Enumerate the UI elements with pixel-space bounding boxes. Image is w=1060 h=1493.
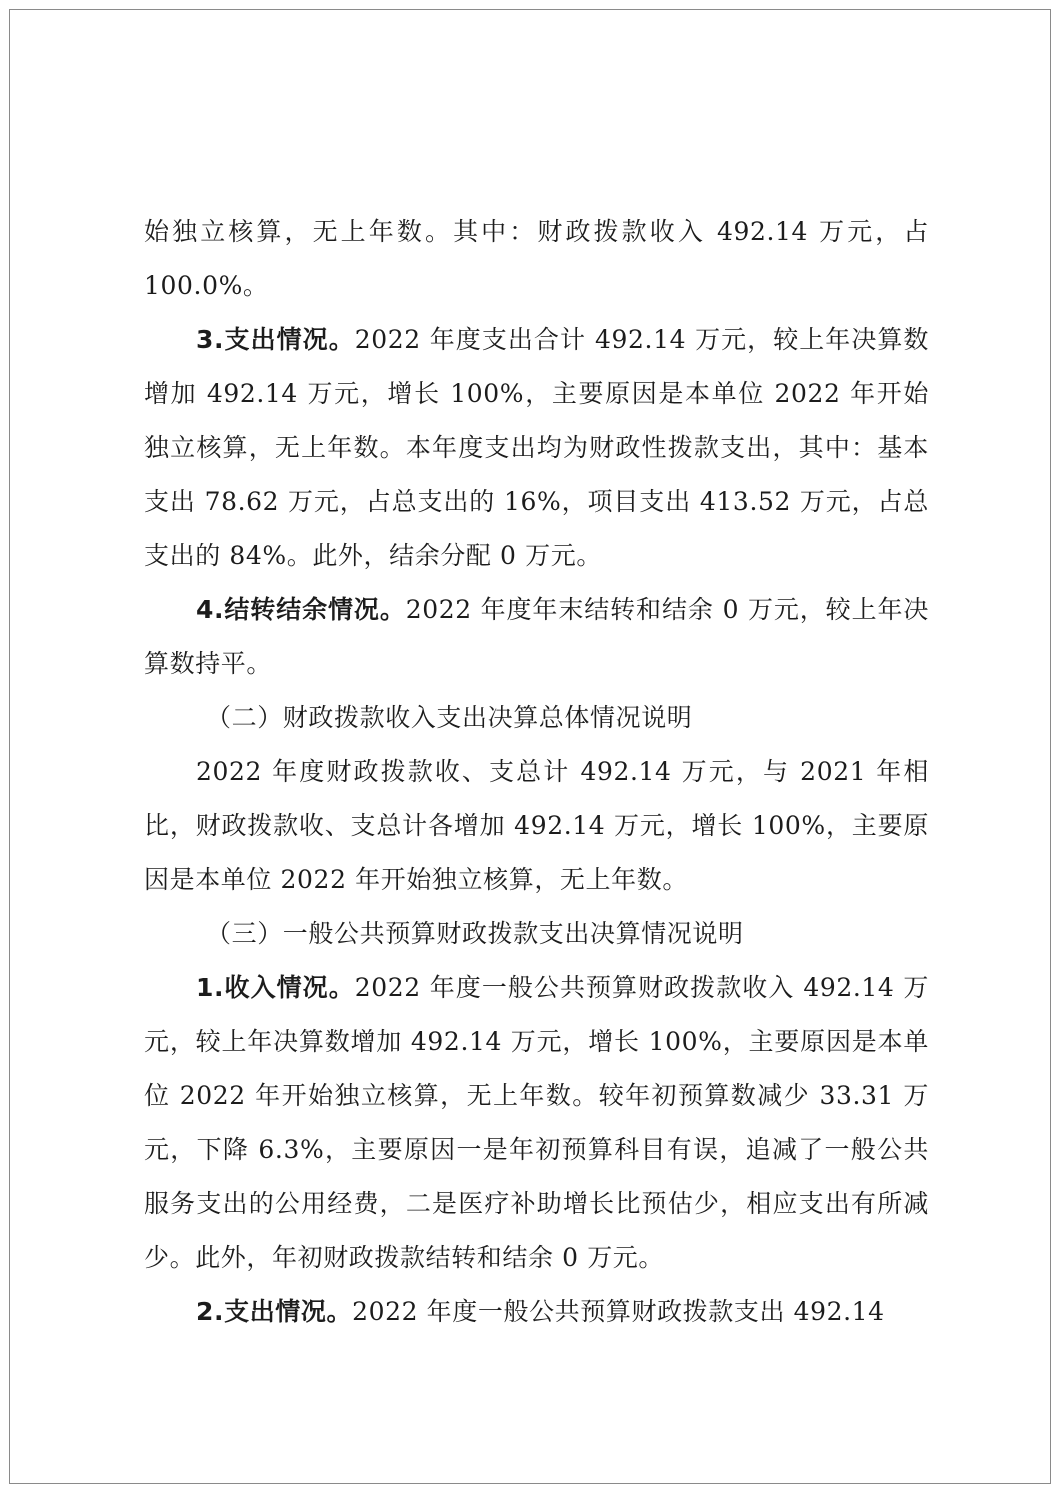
section-heading-fiscal-overview: （二）财政拨款收入支出决算总体情况说明 [206, 703, 693, 732]
paragraph-carryover [144, 583, 929, 691]
document-page [9, 9, 1051, 1484]
paragraph-expenditure [144, 313, 929, 583]
paragraph-lead-general-expenditure: 2.支出情况。 [196, 1297, 353, 1326]
paragraph-general-income [144, 961, 929, 1285]
paragraph-body-carryover: 2022 年度年末结转和结余 0 万元，较上年决算数持平。 [144, 595, 929, 678]
paragraph-body-general-income: 2022 年度一般公共预算财政拨款收入 492.14 万元，较上年决算数增加 492.14 万元，增长 100%，主要原因是本单位 2022 年开始独立核算，无上年数。较年初预算数减少 33.31 万元，下降 6.3%，主要原因一是年初预算科目有误，追减了一般公共服务支出的公用经费，二是医疗补助增长比预估少，相应支出有所减少。此外，年初财政拨款结转和结余 0 万元。 [144, 973, 929, 1272]
paragraph-general-expenditure [144, 1285, 929, 1339]
paragraph-income-continued: 始独立核算，无上年数。其中：财政拨款收入 492.14 万元，占100.0%。 [144, 217, 929, 300]
paragraph-fiscal-overview: 2022 年度财政拨款收、支总计 492.14 万元，与 2021 年相比，财政拨款收、支总计各增加 492.14 万元，增长 100%，主要原因是本单位 2022 年开始独立核算，无上年数。 [144, 757, 929, 894]
paragraph-body-expenditure: 2022 年度支出合计 492.14 万元，较上年决算数增加 492.14 万元，增长 100%，主要原因是本单位 2022 年开始独立核算，无上年数。本年度支出均为财政性拨款支出，其中：基本支出 78.62 万元，占总支出的 16%，项目支出 413.52 万元，占总支出的 84%。此外，结余分配 0 万元。 [144, 325, 929, 570]
paragraph-body-general-expenditure: 2022 年度一般公共预算财政拨款支出 492.14 [352, 1297, 885, 1326]
paragraph-lead-expenditure: 3.支出情况。 [196, 325, 355, 354]
section-heading-general-budget: （三）一般公共预算财政拨款支出决算情况说明 [206, 919, 744, 948]
page-content [144, 205, 929, 1339]
paragraph-lead-general-income: 1.收入情况。 [196, 973, 355, 1002]
paragraph-lead-carryover: 4.结转结余情况。 [196, 595, 406, 624]
